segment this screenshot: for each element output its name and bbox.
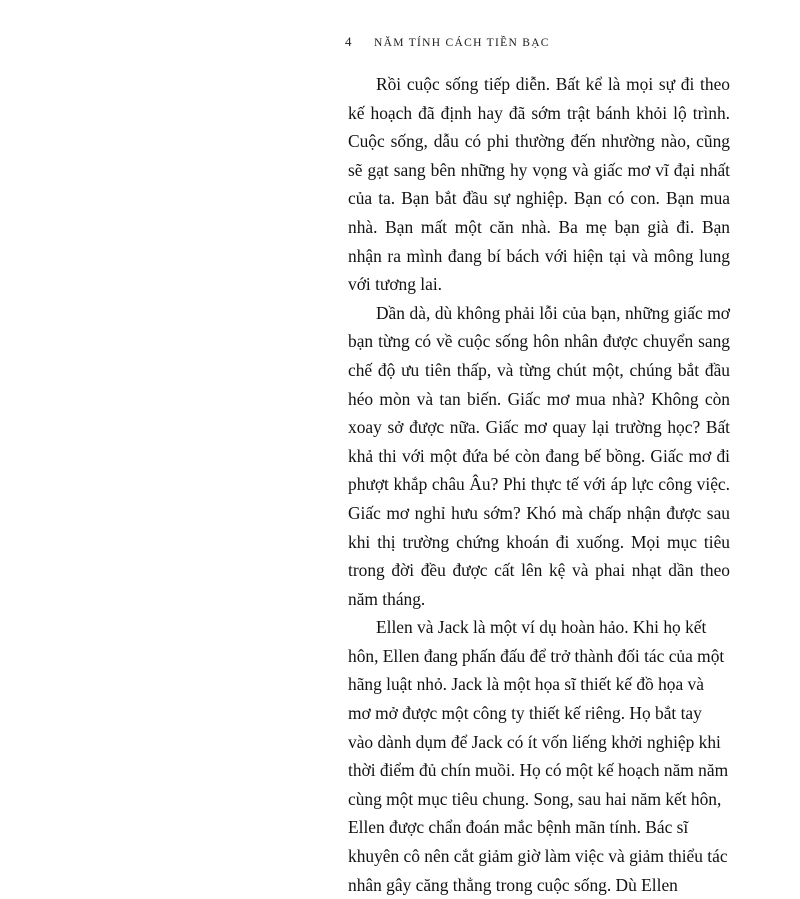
body-text [348,70,730,899]
paragraph: Dần dà, dù không phải lỗi của bạn, những giấc mơ bạn từng có về cuộc sống hôn nhân được chuyển sang chế độ ưu tiên thấp, và từng chút một, chúng bắt đầu héo mòn và tan biến. Giấc mơ mua nhà? Không còn xoay sở được nữa. Giấc mơ quay lại trường học? Bất khả thi với một đứa bé còn đang bế bồng. Giấc mơ đi phượt khắp châu Âu? Phi thực tế với áp lực công việc. Giấc mơ nghỉ hưu sớm? Khó mà chấp nhận được sau khi thị trường chứng khoán đi xuống. Mọi mục tiêu trong đời đều được cất lên kệ và phai nhạt dần theo năm tháng. [348,302,730,609]
page-number: 4 [345,34,352,49]
paragraph: Ellen và Jack là một ví dụ hoàn hảo. Khi họ kết hôn, Ellen đang phấn đấu để trở thành đối tác của một hãng luật nhỏ. Jack là một họa sĩ thiết kế đồ họa và mơ mở được một công ty thiết kế riêng. Họ bắt tay vào dành dụm để Jack có ít vốn liếng khởi nghiệp khi thời điểm đủ chín muồi. Họ có một kế hoạch năm năm cùng một mục tiêu chung. Song, sau hai năm kết hôn, Ellen được chẩn đoán mắc bệnh mãn tính. Bác sĩ khuyên cô nên cắt giảm giờ làm việc và giảm thiểu tác nhân gây căng thẳng trong cuộc sống. Dù Ellen [348,617,729,895]
page-sheet [145,0,730,895]
page-header [345,34,550,50]
running-head: NĂM TÍNH CÁCH TIỀN BẠC [374,37,550,49]
paragraph: Rồi cuộc sống tiếp diễn. Bất kể là mọi sự đi theo kế hoạch đã định hay đã sớm trật bánh khỏi lộ trình. Cuộc sống, dẫu có phi thường đến nhường nào, cũng sẽ gạt sang bên những hy vọng và giấc mơ vĩ đại nhất của ta. Bạn bắt đầu sự nghiệp. Bạn có con. Bạn mua nhà. Bạn mất một căn nhà. Ba mẹ bạn già đi. Bạn nhận ra mình đang bí bách với hiện tại và mông lung với tương lai. [348,74,730,295]
